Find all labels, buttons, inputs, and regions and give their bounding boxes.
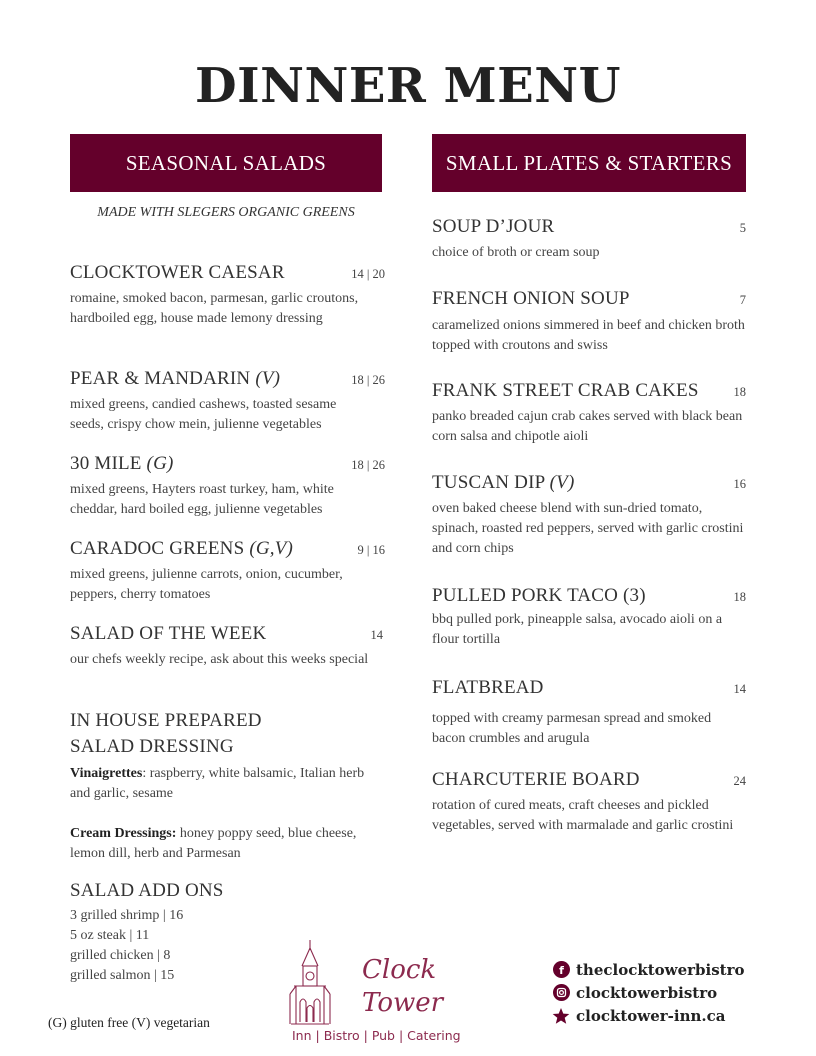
salad-item (70, 538, 385, 605)
starter-item (432, 472, 746, 559)
item-description: topped with creamy parmesan spread and smoked bacon crumbles and arugula (432, 711, 712, 746)
item-name: 30 MILE (G) (70, 453, 174, 474)
cream-dressings-list: Cream Dressings: honey poppy seed, blue cheese, lemon dill, herb and Parmesan (70, 826, 357, 861)
item-description: panko breaded cajun crab cakes served with black bean corn salsa and chipotle aioli (432, 409, 743, 444)
salad-dressing-section (70, 708, 385, 864)
salad-item (70, 623, 385, 670)
instagram-icon (552, 984, 570, 1002)
svg-text:Clock: Clock (362, 955, 437, 985)
item-price: 18 (733, 385, 746, 399)
salad-item (70, 262, 385, 329)
add-on-item: 3 grilled shrimp | 16 (70, 908, 184, 923)
facebook-icon (552, 961, 570, 979)
starter-item (432, 288, 746, 356)
svg-text:Inn | Bistro | Pub | Catering: Inn | Bistro | Pub | Catering (292, 1028, 461, 1043)
dressing-title: IN HOUSE PREPARED SALAD DRESSING (70, 710, 262, 757)
small-plates-header: SMALL PLATES & STARTERS (432, 134, 746, 192)
svg-text:f: f (558, 964, 564, 977)
item-name: CARADOC GREENS (G,V) (70, 538, 294, 559)
item-price: 14 (733, 682, 746, 696)
item-description: choice of broth or cream soup (432, 245, 600, 260)
item-price: 7 (739, 293, 746, 307)
item-price: 14 (370, 628, 383, 642)
item-description: rotation of cured meats, craft cheeses and pickled vegetables, served with marmalade and garlic crostini (432, 798, 734, 833)
item-description: romaine, smoked bacon, parmesan, garlic croutons, hardboiled egg, house made lemony dressing (70, 291, 359, 326)
item-price: 18 | 26 (351, 458, 385, 472)
item-price: 16 (733, 477, 746, 491)
starter-item (432, 585, 746, 650)
item-name: FRENCH ONION SOUP (432, 288, 630, 309)
website-url[interactable]: clocktower-inn.ca (576, 1006, 726, 1025)
star-icon (552, 1007, 570, 1025)
dietary-legend: (G) gluten free (V) vegetarian (48, 1015, 210, 1030)
item-name: PULLED PORK TACO (3) (432, 585, 646, 606)
item-description: mixed greens, julienne carrots, onion, cucumber, peppers, cherry tomatoes (70, 567, 343, 602)
item-price: 18 (733, 590, 746, 604)
item-name: CLOCKTOWER CAESAR (70, 262, 285, 283)
item-name: SOUP D’JOUR (432, 216, 555, 237)
salad-item (70, 368, 385, 435)
item-price: 24 (733, 774, 746, 788)
facebook-link[interactable] (552, 958, 745, 981)
item-dietary-tag: (V) (255, 368, 281, 389)
item-description: caramelized onions simmered in beef and chicken broth topped with croutons and swiss (432, 318, 745, 353)
add-on-item: grilled salmon | 15 (70, 968, 175, 983)
starter-item (432, 380, 746, 447)
facebook-handle[interactable]: theclocktowerbistro (576, 960, 745, 979)
item-description: our chefs weekly recipe, ask about this weeks special (70, 652, 369, 667)
starter-item (432, 216, 746, 263)
page-title: DINNER MENU (195, 58, 621, 114)
item-price: 9 | 16 (357, 543, 385, 557)
clocktower-logo (288, 936, 488, 1046)
item-name: PEAR & MANDARIN (V) (70, 368, 281, 389)
vinaigrettes-list: Vinaigrettes: raspberry, white balsamic, Italian herb and garlic, sesame (70, 766, 365, 801)
item-description: mixed greens, candied cashews, toasted sesame seeds, crispy chow mein, julienne vegetables (70, 397, 337, 432)
item-name: SALAD OF THE WEEK (70, 623, 267, 644)
instagram-link[interactable] (552, 981, 745, 1004)
item-dietary-tag: (G) (146, 453, 174, 474)
item-dietary-tag: (V) (549, 472, 575, 493)
item-dietary-tag: (G,V) (249, 538, 294, 559)
starter-item (432, 769, 746, 836)
starter-item (432, 677, 746, 749)
item-description: mixed greens, Hayters roast turkey, ham, white cheddar, hard boiled egg, julienne vegetables (70, 482, 334, 517)
item-name: CHARCUTERIE BOARD (432, 769, 640, 790)
salad-item (70, 453, 385, 520)
seasonal-salads-header: SEASONAL SALADS (70, 134, 382, 192)
item-price: 18 | 26 (351, 373, 385, 387)
item-name: TUSCAN DIP (V) (432, 472, 575, 493)
social-links (552, 958, 745, 1027)
website-link[interactable] (552, 1004, 745, 1027)
item-description: bbq pulled pork, pineapple salsa, avocado aioli on a flour tortilla (432, 612, 723, 647)
add-ons-title: SALAD ADD ONS (70, 880, 224, 901)
add-on-item: 5 oz steak | 11 (70, 928, 150, 943)
item-name: FLATBREAD (432, 677, 544, 698)
clocktower-building-icon (288, 936, 488, 1046)
instagram-handle[interactable]: clocktowerbistro (576, 983, 718, 1002)
svg-text:Tower: Tower (362, 988, 444, 1018)
salads-note: MADE WITH SLEGERS ORGANIC GREENS (97, 205, 355, 220)
item-price: 5 (739, 221, 746, 235)
item-price: 14 | 20 (351, 267, 385, 281)
add-on-item: grilled chicken | 8 (70, 948, 171, 963)
item-name: FRANK STREET CRAB CAKES (432, 380, 699, 401)
item-description: oven baked cheese blend with sun-dried tomato, spinach, roasted red peppers, served with garlic crostini and corn chips (432, 501, 744, 556)
